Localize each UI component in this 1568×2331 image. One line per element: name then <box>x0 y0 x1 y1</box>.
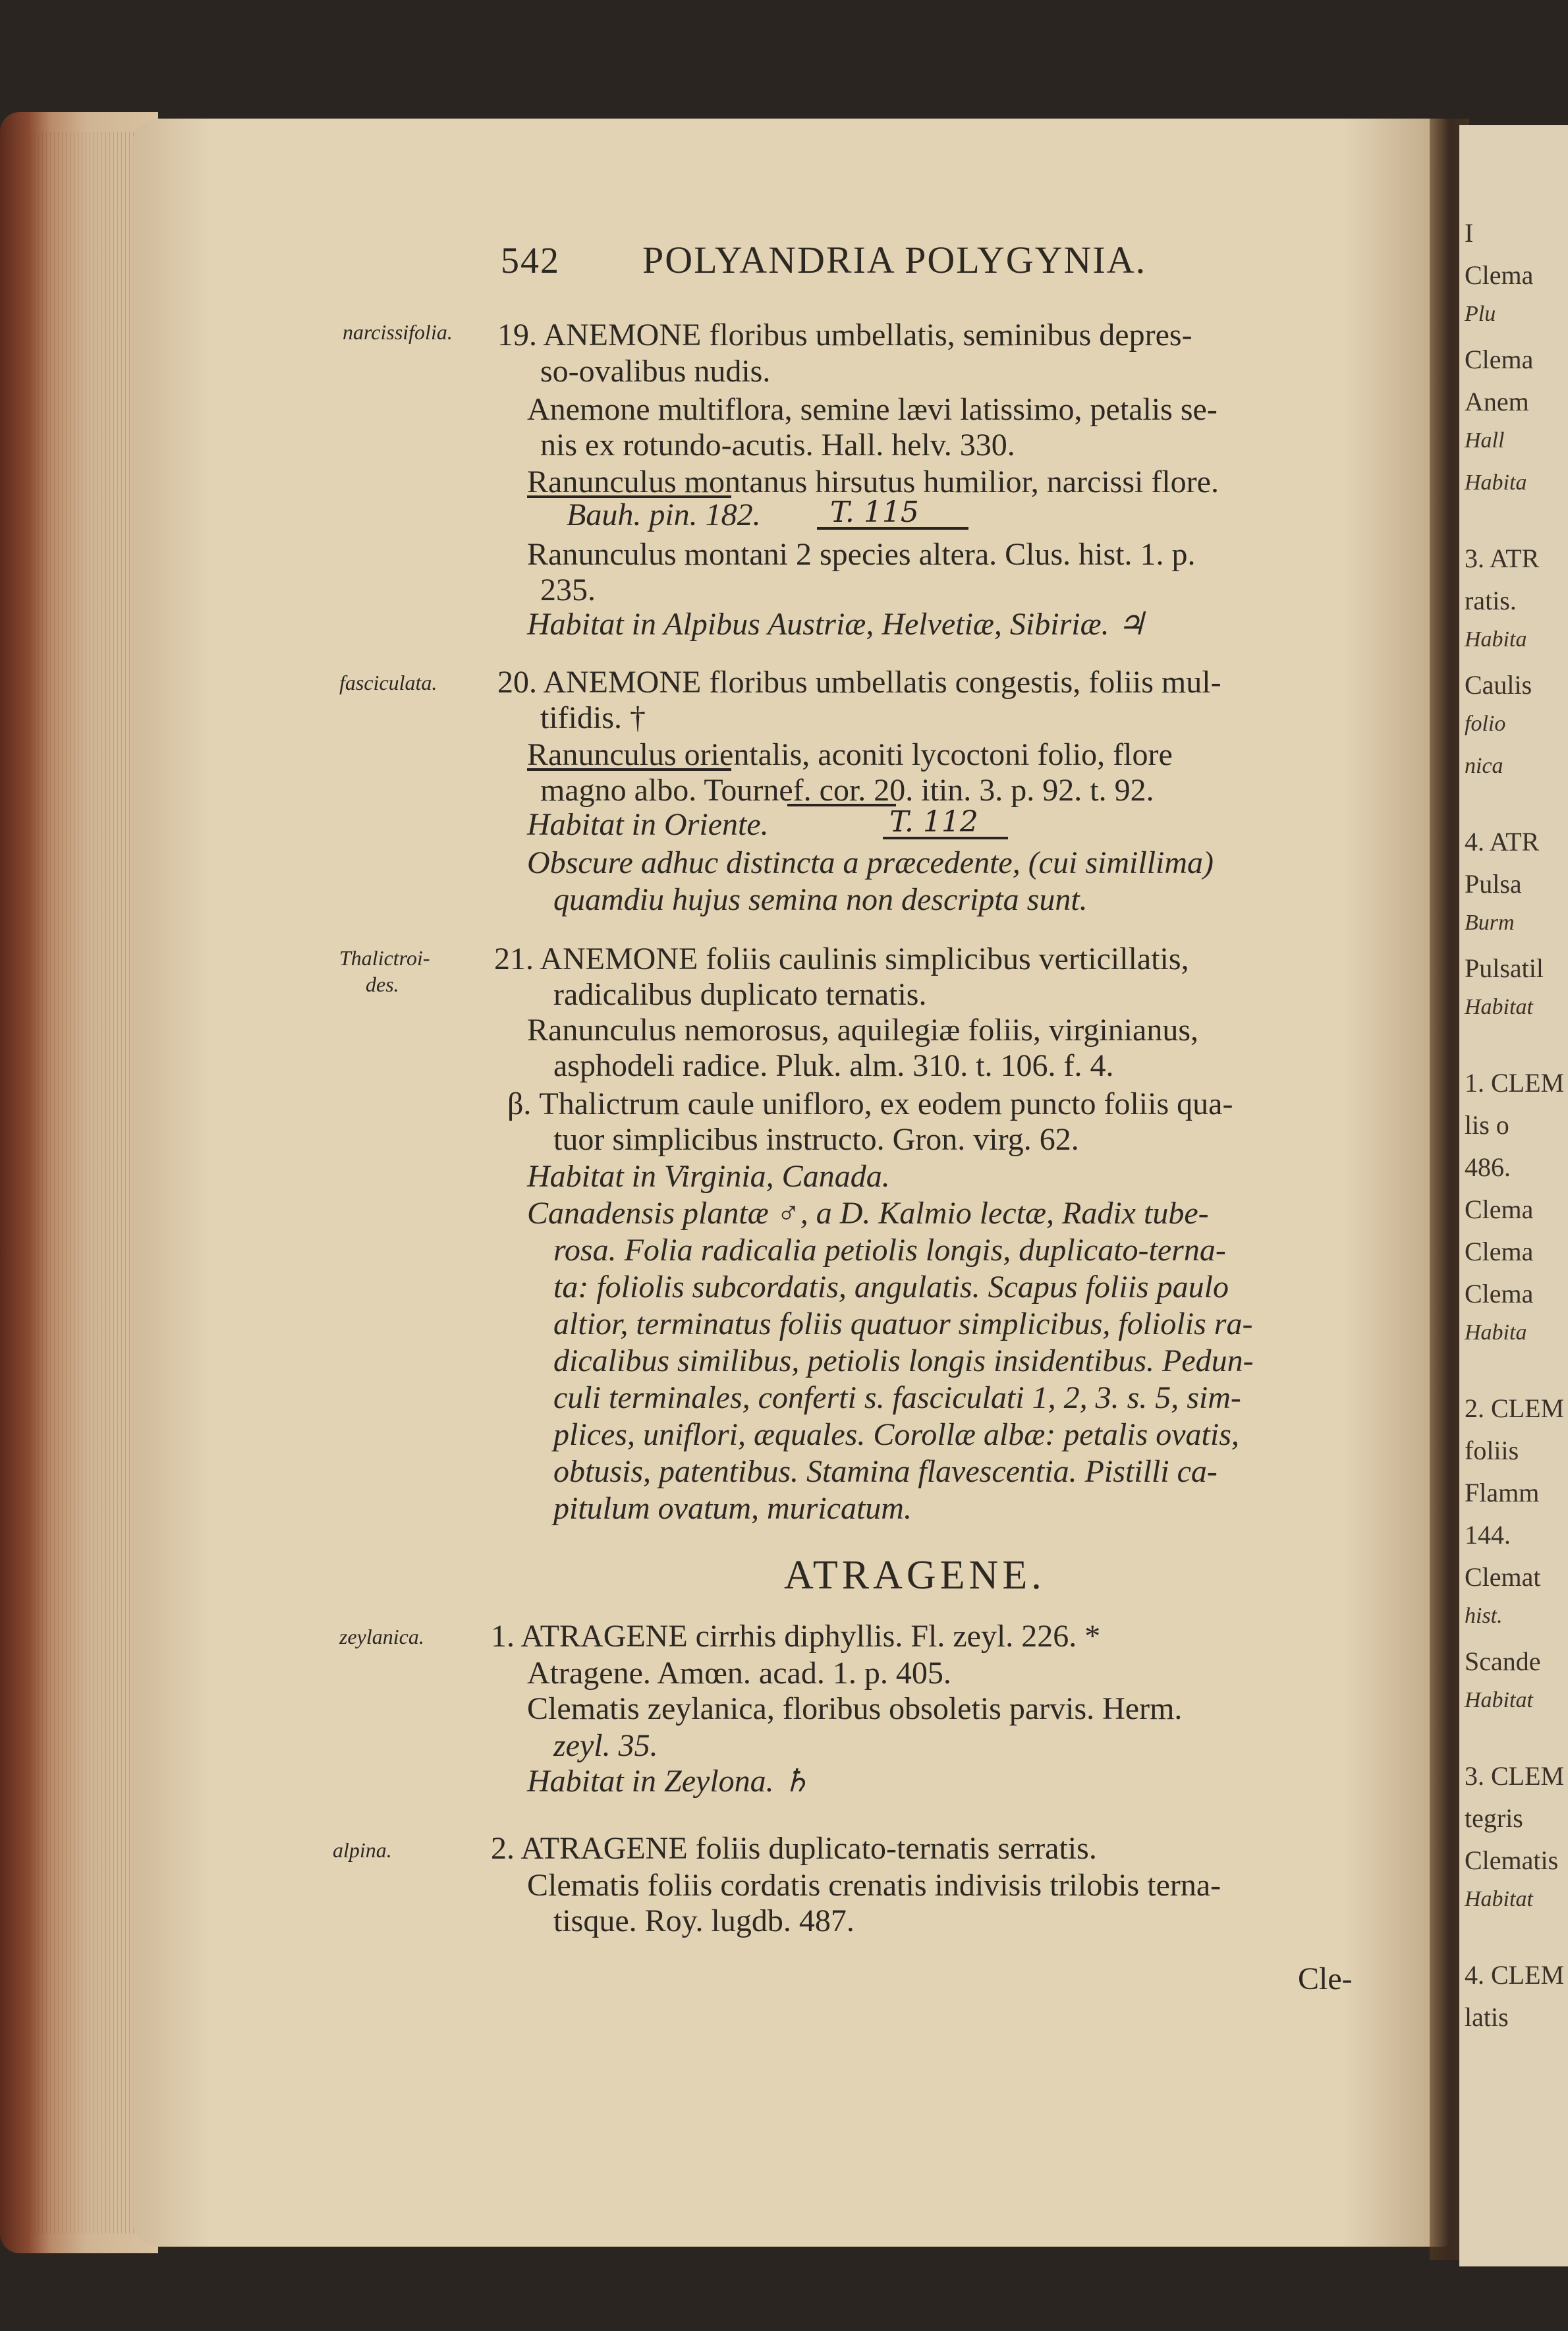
facing-page-fragment-1: Clema <box>1465 260 1534 290</box>
entry21-habitat: Habitat in Virginia, Canada. <box>527 1159 890 1194</box>
facing-page-fragment-8: ratis. <box>1465 586 1517 615</box>
entry20-line3: Ranunculus orientalis, aconiti lycoctoni folio, flore <box>527 737 1173 772</box>
facing-page-fragment-28: 144. <box>1465 1520 1511 1550</box>
facing-page-fragment-12: nica <box>1465 754 1503 778</box>
margin-label-thalictroides-2: des. <box>366 972 399 996</box>
entry21-line4: asphodeli radice. Pluk. alm. 310. t. 106. f. 4. <box>553 1048 1114 1083</box>
entry21-desc8: obtusis, patentibus. Stamina flavescentia. Pistilli ca- <box>553 1454 1218 1489</box>
facing-page-fragment-26: foliis <box>1465 1436 1519 1465</box>
facing-page-fragment-38: latis <box>1465 2002 1509 2032</box>
entry19-line3: Anemone multiflora, semine lævi latissimo, petalis se- <box>527 392 1218 427</box>
entry21-desc4: altior, terminatus foliis quatuor simplicibus, foliolis ra- <box>553 1306 1253 1341</box>
margin-label-narcissifolia: narcissifolia. <box>343 320 453 344</box>
atragene2-line2: Clematis foliis cordatis crenatis indivisis trilobis terna- <box>527 1868 1221 1903</box>
entry19-habitat: Habitat in Alpibus Austriæ, Helvetiæ, Sibiriæ. ♃ <box>527 607 1146 642</box>
entry21-desc3: ta: foliolis subcordatis, angulatis. Scapus foliis paulo <box>553 1270 1229 1305</box>
entry19-line4: nis ex rotundo-acutis. Hall. helv. 330. <box>540 428 1015 463</box>
facing-page-fragment <box>1459 125 1568 2266</box>
atragene1-line1: 1. ATRAGENE cirrhis diphyllis. Fl. zeyl. 226. * <box>491 1619 1101 1654</box>
facing-page-fragment-32: Habitat <box>1465 1688 1533 1712</box>
handwritten-note-20: T. 112 <box>889 805 978 839</box>
margin-label-fasciculata: fasciculata. <box>339 671 437 694</box>
atragene2-line1: 2. ATRAGENE foliis duplicato-ternatis serratis. <box>491 1831 1097 1866</box>
entry21-line2: radicalibus duplicato ternatis. <box>553 977 927 1012</box>
entry20-line4: magno albo. Tournef. cor. 20. itin. 3. p. 92. t. 92. <box>540 773 1154 808</box>
facing-page-fragment-11: folio <box>1465 712 1506 736</box>
facing-page-fragment-25: 2. CLEM <box>1465 1393 1565 1423</box>
facing-page-fragment-22: Clema <box>1465 1237 1534 1266</box>
facing-page-fragment-19: lis o <box>1465 1110 1509 1140</box>
entry21-desc7: plices, uniflori, æquales. Corollæ albæ: petalis ovatis, <box>553 1417 1239 1452</box>
entry20-line1: 20. ANEMONE floribus umbellatis congestis, foliis mul- <box>497 665 1221 700</box>
facing-page-fragment-30: hist. <box>1465 1604 1503 1628</box>
facing-page-fragment-16: Pulsatil <box>1465 953 1544 983</box>
atragene1-line4: zeyl. 35. <box>553 1728 658 1763</box>
entry21-line1: 21. ANEMONE foliis caulinis simplicibus verticillatis, <box>494 941 1189 976</box>
entry21-line3: Ranunculus nemorosus, aquilegiæ foliis, virginianus, <box>527 1013 1199 1048</box>
facing-page-fragment-2: Plu <box>1465 302 1496 326</box>
atragene1-line3: Clematis zeylanica, floribus obsoletis parvis. Herm. <box>527 1691 1183 1726</box>
facing-page-fragment-0: I <box>1465 218 1474 248</box>
entry19-line8: 235. <box>540 573 596 607</box>
facing-page-fragment-31: Scande <box>1465 1646 1541 1676</box>
facing-page-fragment-7: 3. ATR <box>1465 544 1540 573</box>
entry21-line6: tuor simplicibus instructo. Gron. virg. 62. <box>553 1122 1079 1157</box>
handwritten-note-19: T. 115 <box>830 495 919 529</box>
catchword: Cle- <box>1298 1961 1353 1996</box>
facing-page-fragment-13: 4. ATR <box>1465 827 1540 857</box>
margin-label-zeylanica: zeylanica. <box>339 1625 424 1648</box>
facing-page-fragment-37: 4. CLEM <box>1465 1960 1565 1990</box>
facing-page-fragment-36: Habitat <box>1465 1887 1533 1911</box>
facing-page-fragment-3: Clema <box>1465 345 1534 374</box>
page-number: 542 <box>501 240 560 281</box>
underline-hand-20 <box>883 837 1008 839</box>
entry21-desc9: pitulum ovatum, muricatum. <box>553 1491 912 1526</box>
entry21-desc1: Canadensis plantæ ♂, a D. Kalmio lectæ, Radix tube- <box>527 1196 1209 1231</box>
facing-page-fragment-20: 486. <box>1465 1152 1511 1182</box>
entry19-line1: 19. ANEMONE floribus umbellatis, seminibus depres- <box>497 318 1192 352</box>
atragene1-line2: Atragene. Amœn. acad. 1. p. 405. <box>527 1656 951 1691</box>
facing-page-fragment-15: Burm <box>1465 911 1515 935</box>
entry19-line6: Bauh. pin. 182. <box>567 497 761 532</box>
atragene2-line3: tisque. Roy. lugdb. 487. <box>553 1903 854 1938</box>
running-title: POLYANDRIA POLYGYNIA. <box>642 239 1147 281</box>
genus-heading: ATRAGENE. <box>784 1553 1046 1598</box>
facing-page-fragment-10: Caulis <box>1465 670 1532 700</box>
underline-ranunculus-20 <box>527 768 731 771</box>
facing-page-fragment-5: Hall <box>1465 428 1505 453</box>
entry21-desc6: culi terminales, conferti s. fasciculati 1, 2, 3. s. 5, sim- <box>553 1380 1241 1415</box>
facing-page-fragment-23: Clema <box>1465 1279 1534 1308</box>
facing-page-fragment-27: Flamm <box>1465 1478 1540 1507</box>
facing-page-fragment-14: Pulsa <box>1465 869 1522 899</box>
underline-hand-19 <box>817 527 968 530</box>
entry20-note2: quamdiu hujus semina non descripta sunt. <box>553 882 1088 917</box>
facing-page-fragment-33: 3. CLEM <box>1465 1761 1565 1791</box>
entry19-line5: Ranunculus montanus hirsutus humilior, narcissi flore. <box>527 464 1219 499</box>
atragene1-habitat: Habitat in Zeylona. ♄ <box>527 1764 810 1799</box>
facing-page-fragment-21: Clema <box>1465 1194 1534 1224</box>
facing-page-fragment-6: Habita <box>1465 470 1527 495</box>
entry19-line2: so-ovalibus nudis. <box>540 354 771 389</box>
entry20-note1: Obscure adhuc distincta a præcedente, (cui simillima) <box>527 845 1214 880</box>
margin-label-alpina: alpina. <box>333 1838 392 1862</box>
entry19-line7: Ranunculus montani 2 species altera. Clus. hist. 1. p. <box>527 537 1196 572</box>
underline-tournef <box>787 804 896 806</box>
facing-page-fragment-9: Habita <box>1465 627 1527 652</box>
facing-page-fragment-24: Habita <box>1465 1320 1527 1345</box>
facing-page-fragment-4: Anem <box>1465 387 1529 416</box>
facing-page-fragment-29: Clemat <box>1465 1562 1541 1592</box>
facing-page-fragment-34: tegris <box>1465 1803 1523 1833</box>
entry21-line5: β. Thalictrum caule unifloro, ex eodem puncto foliis qua- <box>507 1086 1233 1121</box>
entry21-desc5: dicalibus similibus, petiolis longis insidentibus. Pedun- <box>553 1343 1254 1378</box>
entry20-habitat: Habitat in Oriente. <box>527 807 769 842</box>
facing-page-fragment-18: 1. CLEM <box>1465 1068 1565 1098</box>
facing-page-fragment-35: Clematis <box>1465 1845 1559 1875</box>
entry21-desc2: rosa. Folia radicalia petiolis longis, duplicato-terna- <box>553 1233 1226 1268</box>
margin-label-thalictroides: Thalictroi- <box>339 946 430 970</box>
facing-page-fragment-17: Habitat <box>1465 995 1533 1019</box>
entry20-line2: tifidis. † <box>540 700 646 735</box>
